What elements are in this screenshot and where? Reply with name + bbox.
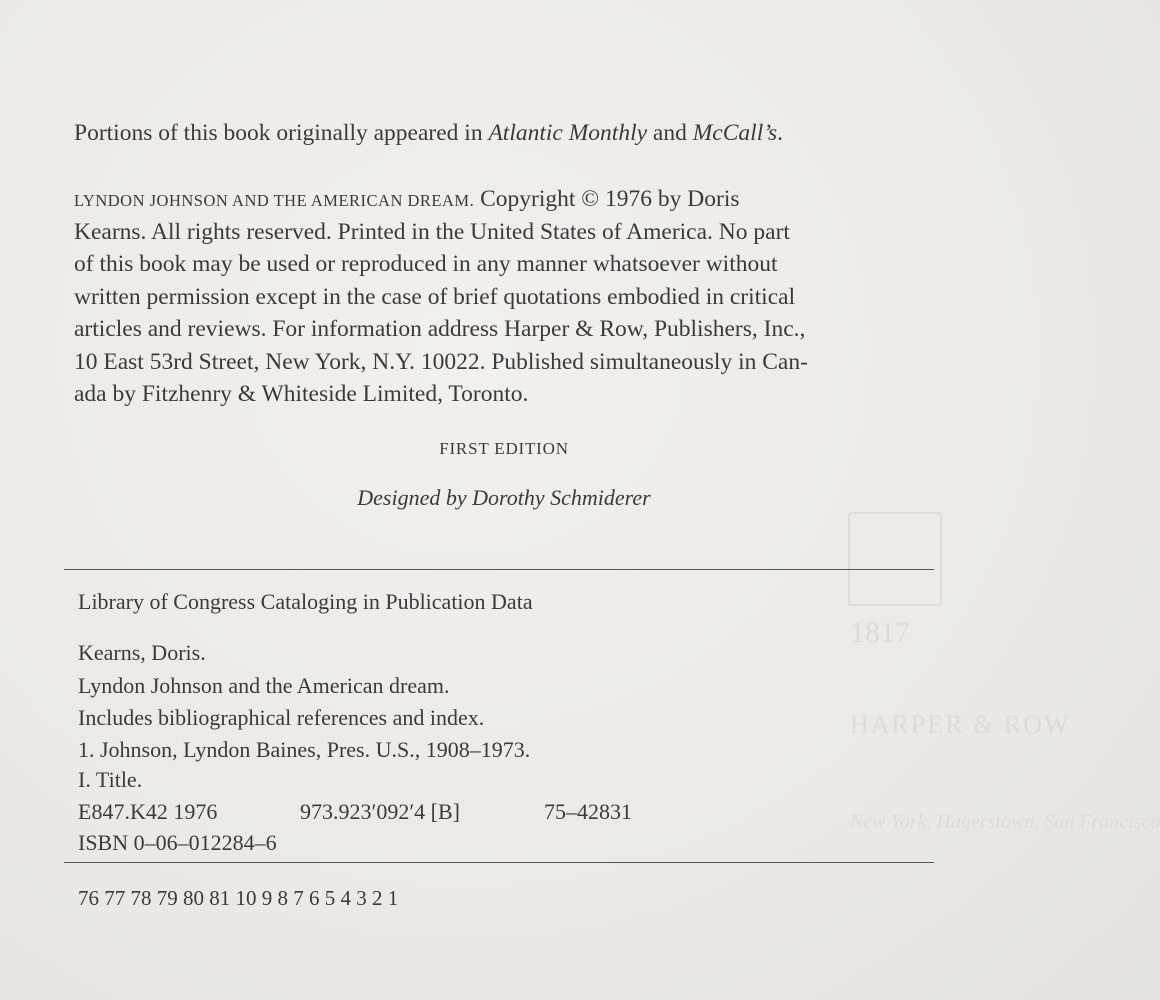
- portions-and: and: [647, 120, 693, 146]
- cip-title: Lyndon Johnson and the American dream.: [78, 673, 450, 698]
- cip-subject: 1. Johnson, Lyndon Baines, Pres. U.S., 1908–1973.: [78, 737, 531, 762]
- cip-note: Includes bibliographical references and index.: [78, 705, 485, 730]
- show-through-places: New York, Hagerstown, San Francisco: [850, 811, 1160, 833]
- cip-added-entry: I. Title.: [78, 767, 143, 792]
- cip-bottom-rule: [64, 862, 934, 863]
- cip-lccn: 75–42831: [544, 799, 632, 824]
- cip-isbn: ISBN 0–06–012284–6: [78, 830, 277, 855]
- cip-heading: Library of Congress Cataloging in Publication Data: [78, 589, 533, 614]
- edition-label: FIRST EDITION: [439, 439, 569, 458]
- book-title-small-caps: LYNDON JOHNSON AND THE AMERICAN DREAM.: [74, 191, 475, 210]
- copyright-line-1: [74, 188, 740, 212]
- magazine-atlantic: Atlantic Monthly: [488, 120, 648, 146]
- show-through-year: 1817: [850, 616, 910, 649]
- show-through-publisher: HARPER & ROW: [850, 710, 1071, 739]
- cip-author: Kearns, Doris.: [78, 640, 206, 665]
- copyright-line-3: of this book may be used or reproduced in any manner whatsoever without: [74, 251, 778, 277]
- designer-credit: Designed by Dorothy Schmiderer: [357, 485, 651, 510]
- copyright-line-4: written permission except in the case of brief quotations embodied in critical: [74, 284, 796, 310]
- cip-classification-line: [78, 801, 678, 825]
- publisher-logo-show-through: [848, 512, 942, 606]
- portions-prefix: Portions of this book originally appeared in: [74, 120, 489, 146]
- cip-top-rule: [64, 569, 934, 570]
- portions-note: [74, 122, 783, 146]
- copyright-line-6: 10 East 53rd Street, New York, N.Y. 10022. Published simultaneously in Can-: [74, 349, 808, 375]
- magazine-mccalls: McCall’s: [692, 120, 778, 146]
- copyright-line-2: Kearns. All rights reserved. Printed in the United States of America. No part: [74, 219, 790, 245]
- printing-line: 76 77 78 79 80 81 10 9 8 7 6 5 4 3 2 1: [78, 886, 399, 910]
- copyright-notice: Copyright © 1976 by Doris: [474, 186, 740, 212]
- cip-dewey-number: 973.923′092′4 [B]: [300, 799, 460, 824]
- portions-period: .: [777, 120, 784, 146]
- cip-call-number: E847.K42 1976: [78, 799, 218, 824]
- copyright-line-7: ada by Fitzhenry & Whiteside Limited, Toronto.: [74, 381, 529, 407]
- copyright-line-5: articles and reviews. For information address Harper & Row, Publishers, Inc.,: [74, 316, 806, 342]
